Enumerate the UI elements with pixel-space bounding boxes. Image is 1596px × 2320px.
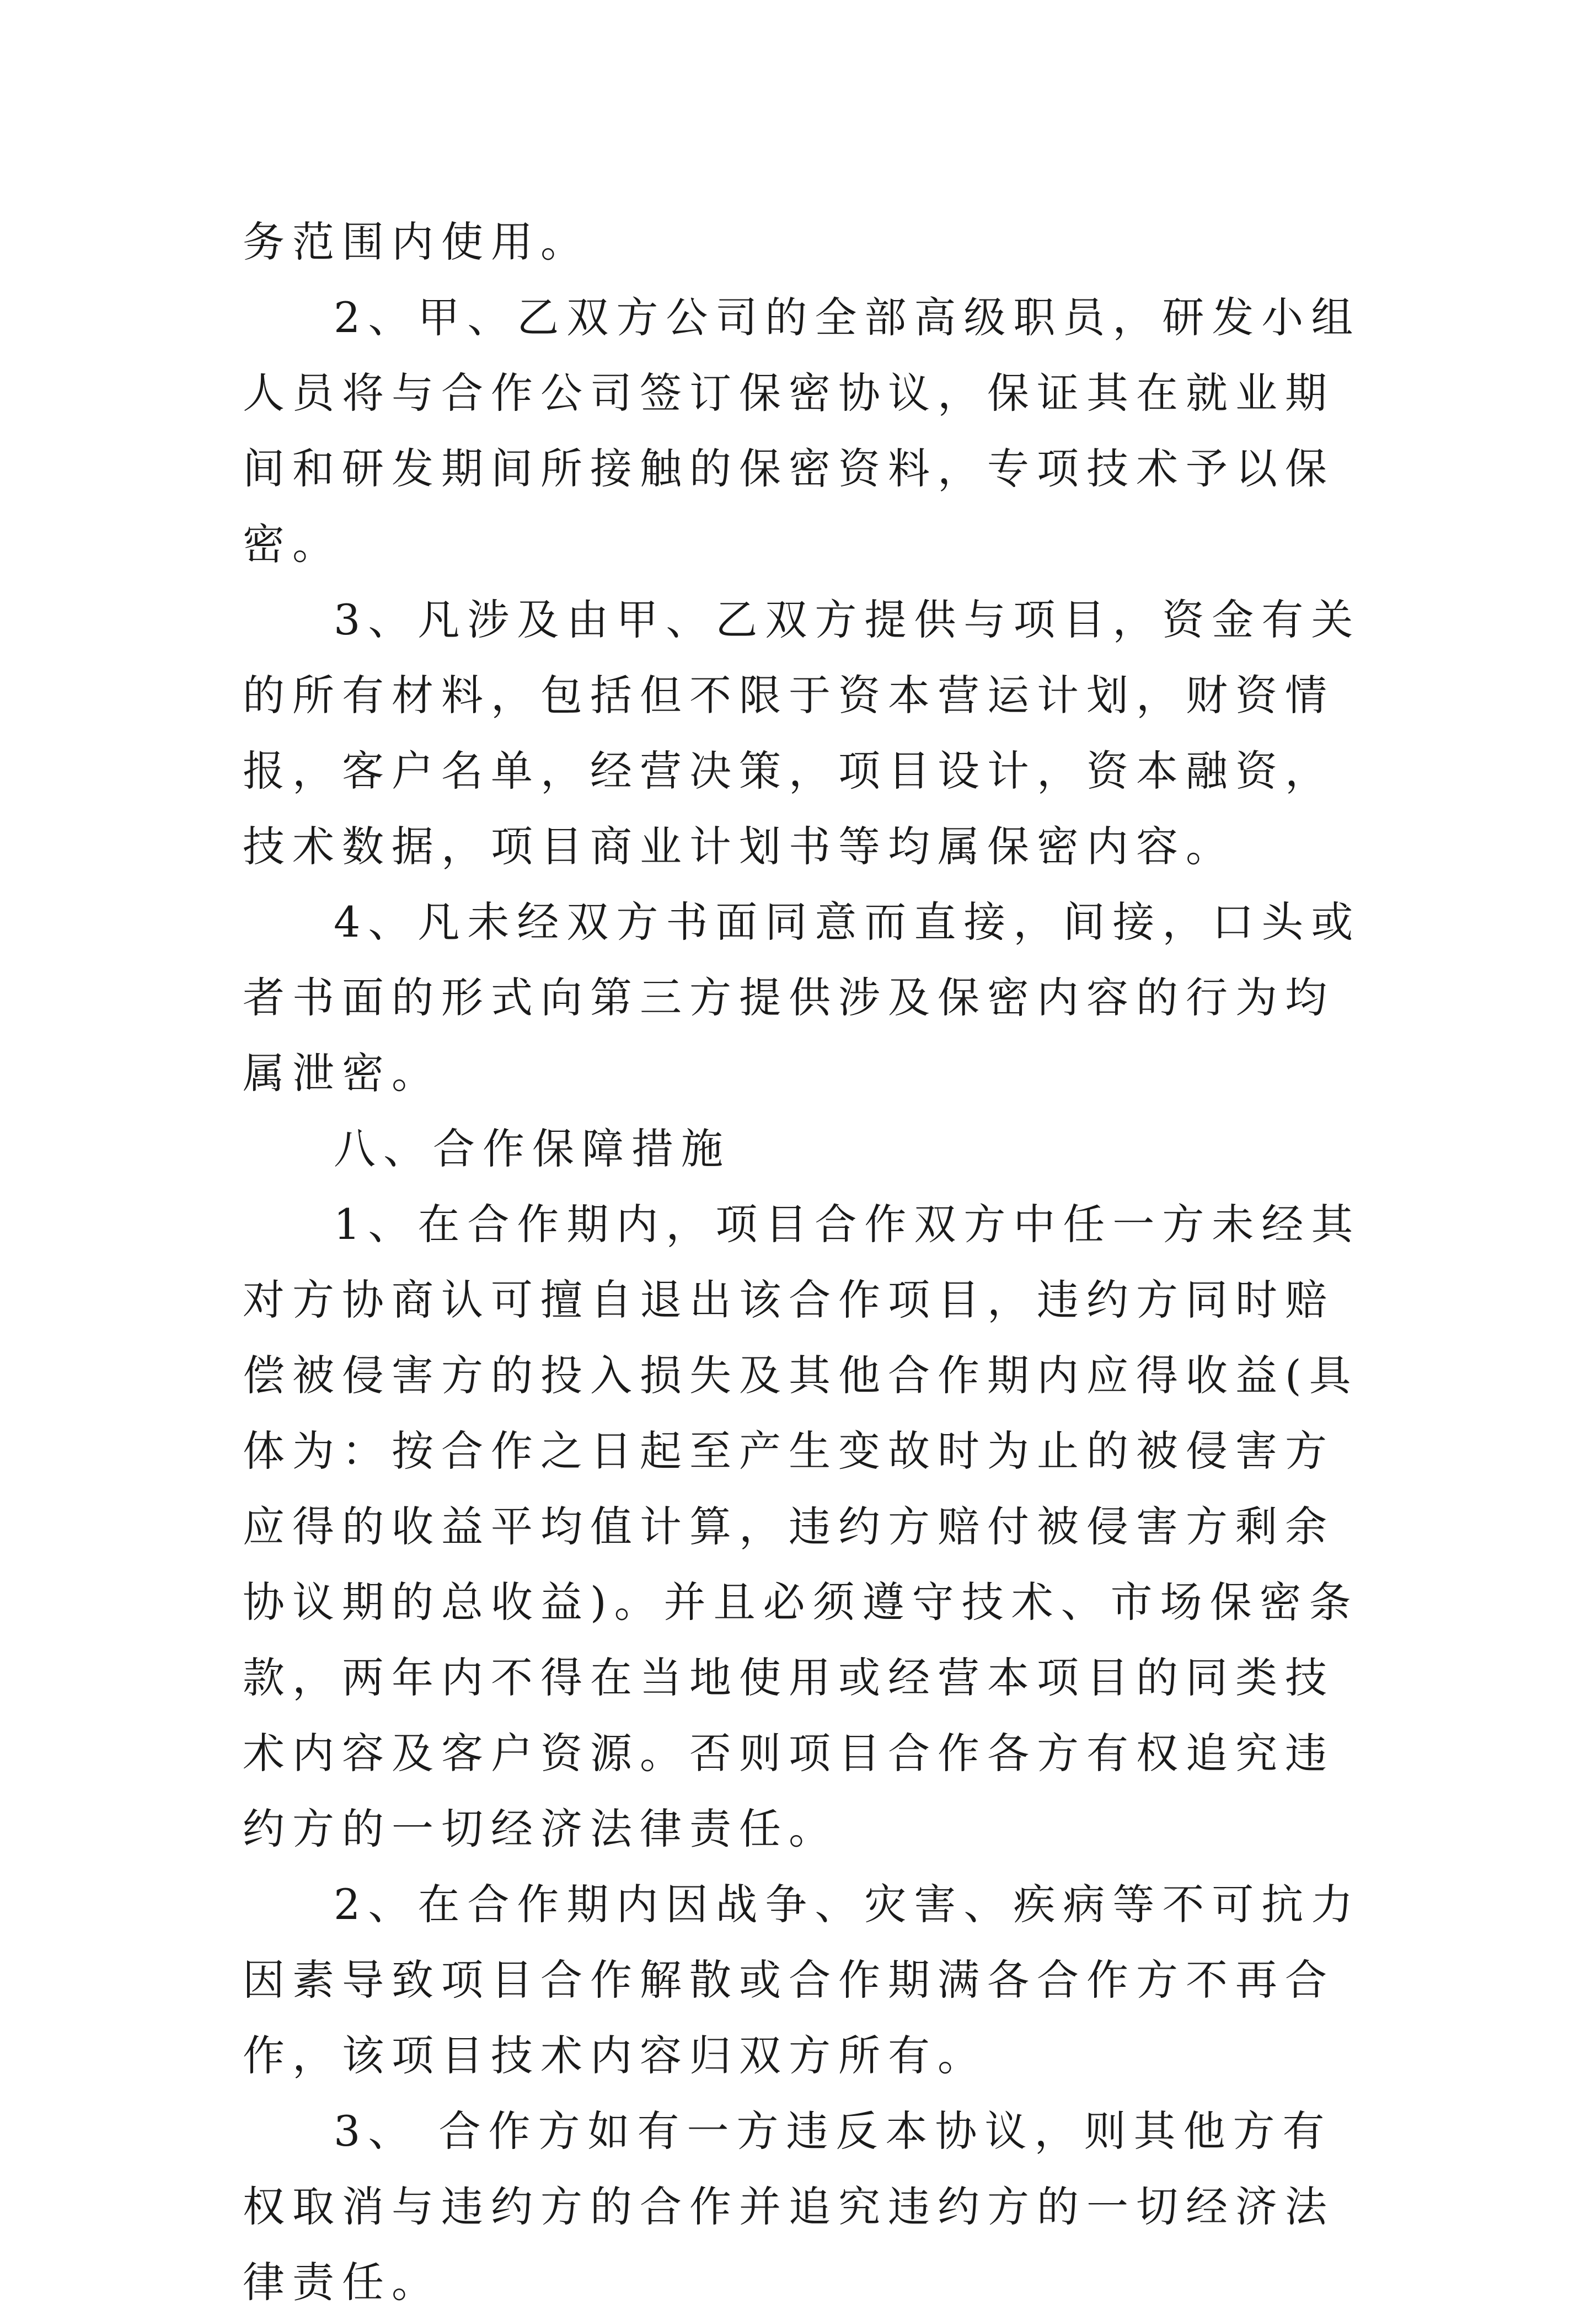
document-body bbox=[243, 204, 1368, 2320]
paragraph-continuation: 务范围内使用。 bbox=[243, 217, 590, 266]
paragraph-clause-3: 3、凡涉及由甲、乙双方提供与项目，资金有关的所有材料，包括但不限于资本营运计划，财资情报，客户名单，经营决策，项目设计，资本融资，技术数据，项目商业计划书等均属保密内容。 bbox=[243, 595, 1361, 871]
paragraph-clause-4: 4、凡未经双方书面同意而直接，间接，口头或者书面的形式向第三方提供涉及保密内容的行为均属泄密。 bbox=[243, 897, 1361, 1098]
paragraph-guarantee-3: 3、 合作方如有一方违反本协议，则其他方有权取消与违约方的合作并追究违约方的一切经济法律责任。 bbox=[243, 2107, 1335, 2307]
section-heading-8: 八、合作保障措施 bbox=[334, 1124, 731, 1173]
paragraph-guarantee-1: 1、在合作期内，项目合作双方中任一方未经其对方协商认可擅自退出该合作项目，违约方同时赔偿被侵害方的投入损失及其他合作期内应得收益(具体为：按合作之日起至产生变故时为止的被侵害方应得的收益平均值计算，违约方赔付被侵害方剩余协议期的总收益)。并且必须遵守技术、市场保密条款，两年内不得在当地使用或经营本项目的同类技术内容及客户资源。否则项目合作各方有权追究违约方的一切经济法律责任。 bbox=[243, 1200, 1361, 1853]
paragraph-guarantee-2: 2、在合作期内因战争、灾害、疾病等不可抗力因素导致项目合作解散或合作期满各合作方不再合作，该项目技术内容归双方所有。 bbox=[243, 1880, 1361, 2080]
paragraph-clause-2: 2、甲、乙双方公司的全部高级职员，研发小组人员将与合作公司签订保密协议，保证其在就业期间和研发期间所接触的保密资料，专项技术予以保密。 bbox=[243, 293, 1361, 569]
